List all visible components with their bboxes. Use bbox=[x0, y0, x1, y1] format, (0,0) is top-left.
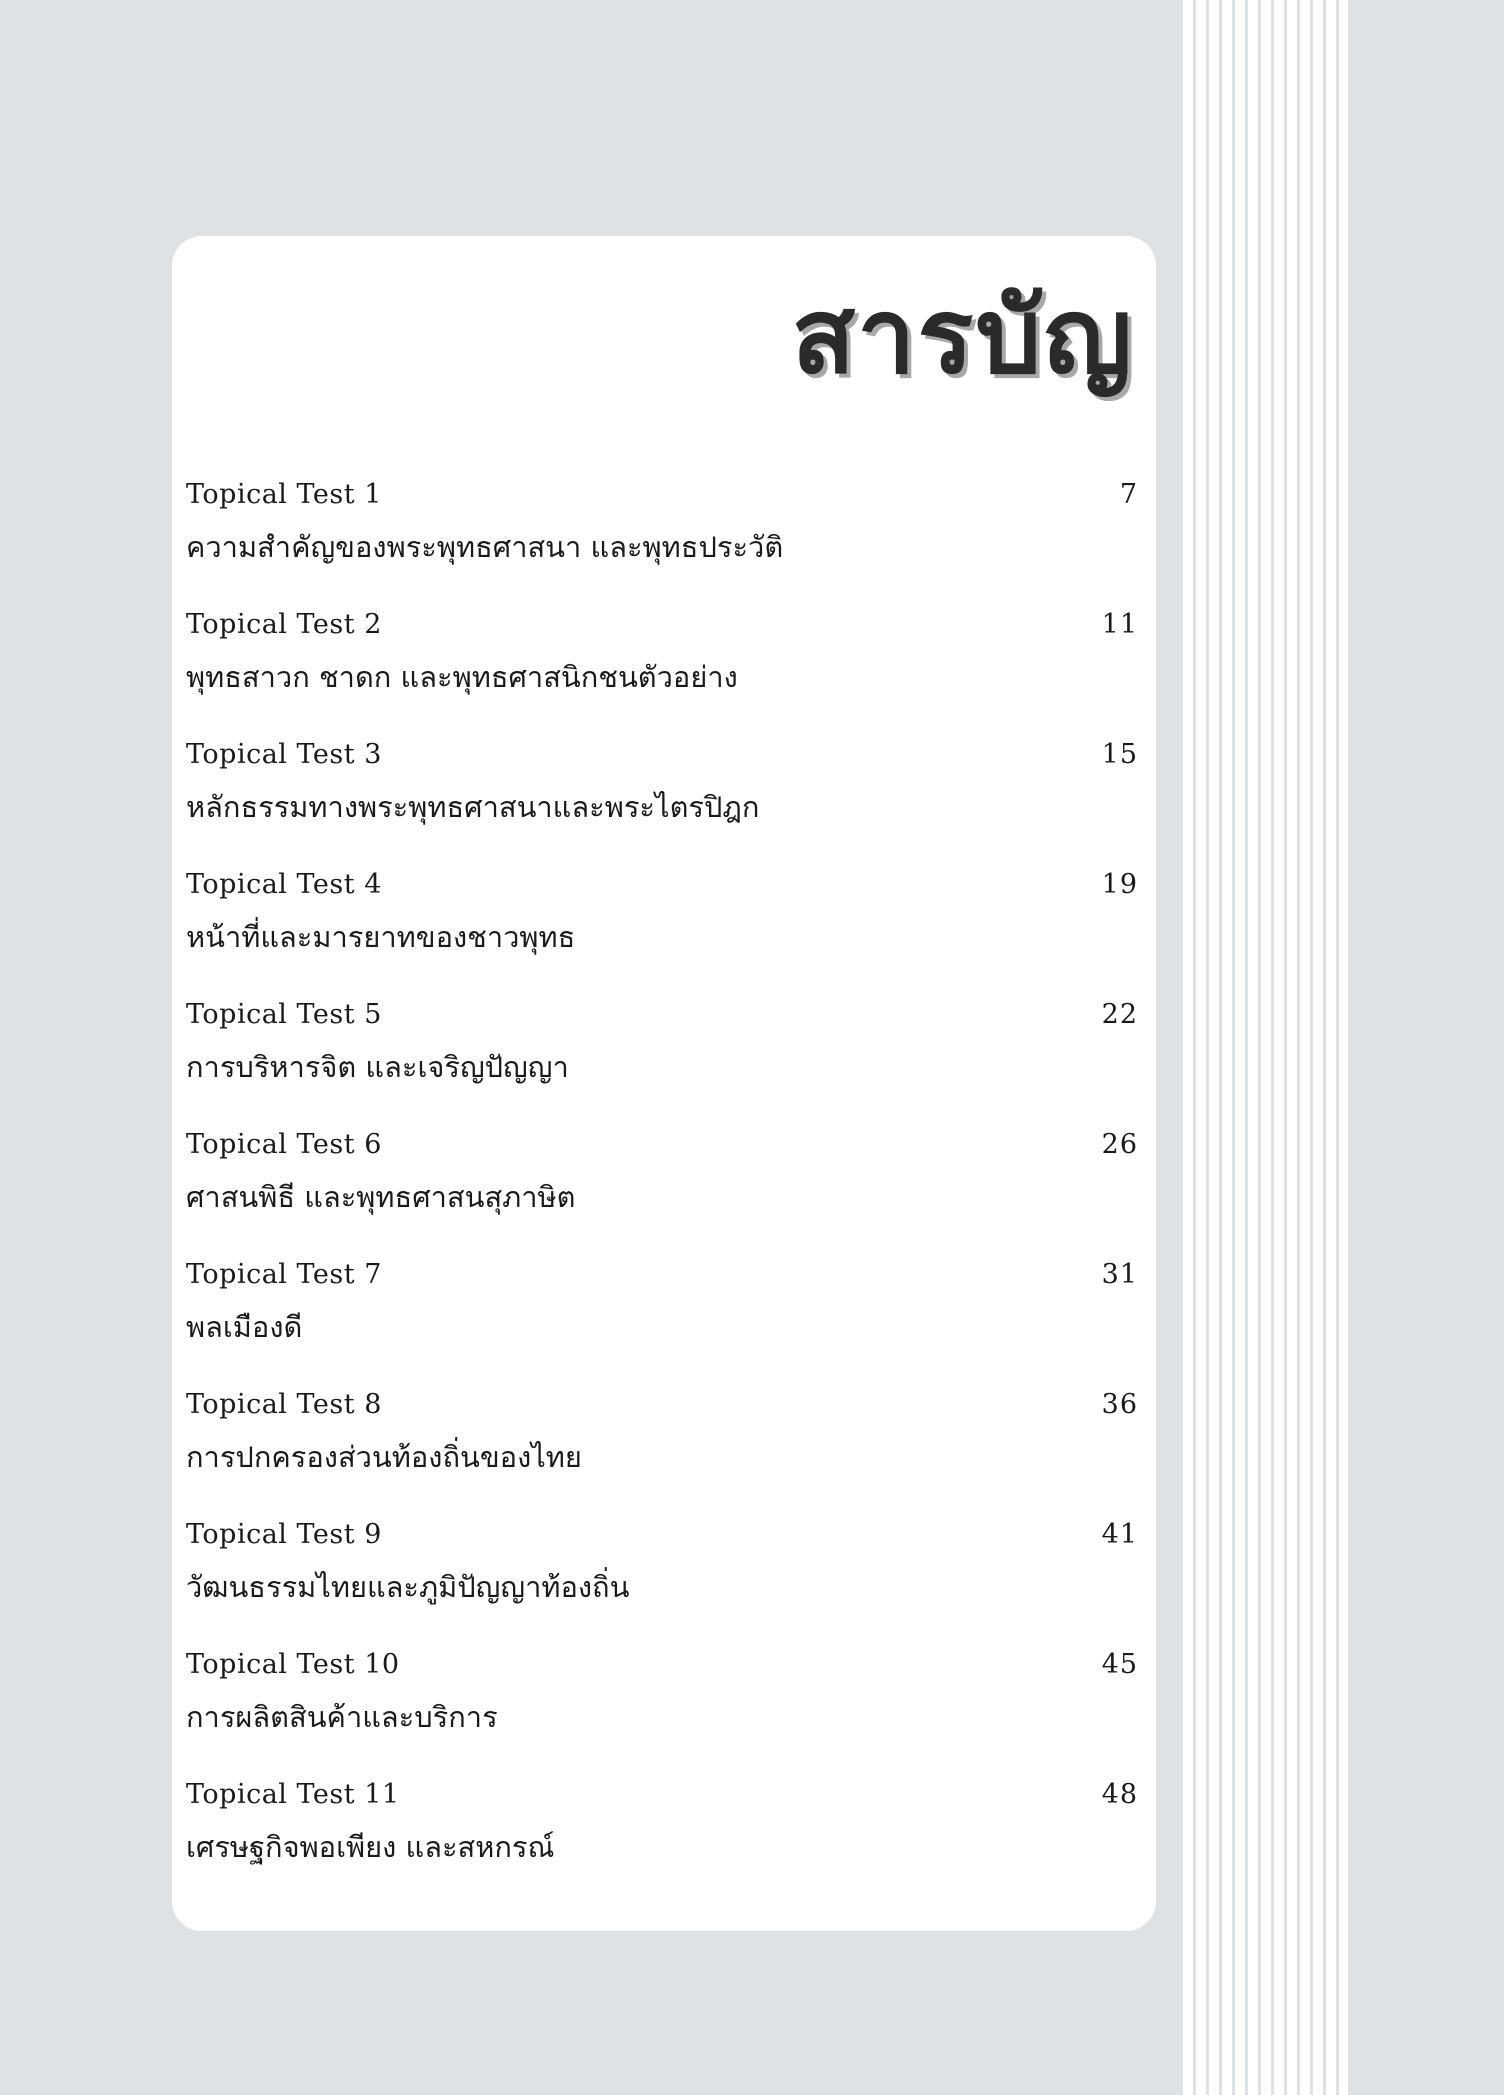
toc-entry-header bbox=[186, 602, 1138, 648]
table-of-contents-card bbox=[172, 236, 1156, 1931]
toc-entry-header bbox=[186, 472, 1138, 518]
toc-entry-page-number: 36 bbox=[1101, 1389, 1138, 1420]
toc-entry-page-number: 7 bbox=[1119, 479, 1138, 510]
toc-entry-label: Topical Test 1 bbox=[186, 479, 382, 510]
toc-entry-label: Topical Test 6 bbox=[186, 1129, 382, 1160]
toc-entry-subtitle: การบริหารจิต และเจริญปัญญา bbox=[186, 1050, 569, 1084]
toc-entry-subtitle: การผลิตสินค้าและบริการ bbox=[186, 1700, 498, 1734]
toc-heading: สารบัญ bbox=[791, 275, 1134, 397]
toc-entry-header bbox=[186, 862, 1138, 908]
toc-entry-header bbox=[186, 1122, 1138, 1168]
toc-entry-header bbox=[186, 1512, 1138, 1558]
toc-entry-header bbox=[186, 1252, 1138, 1298]
toc-entry-page-number: 22 bbox=[1101, 999, 1138, 1030]
toc-entry-label: Topical Test 4 bbox=[186, 869, 382, 900]
toc-entry bbox=[186, 862, 1138, 992]
toc-entry bbox=[186, 472, 1138, 602]
toc-entry bbox=[186, 1382, 1138, 1512]
toc-entry-label: Topical Test 7 bbox=[186, 1259, 382, 1290]
toc-entry-header bbox=[186, 1382, 1138, 1428]
toc-entry-subtitle: พุทธสาวก ชาดก และพุทธศาสนิกชนตัวอย่าง bbox=[186, 660, 738, 694]
toc-entry-page-number: 15 bbox=[1101, 739, 1138, 770]
toc-entry-label: Topical Test 8 bbox=[186, 1389, 382, 1420]
toc-entry bbox=[186, 1122, 1138, 1252]
toc-entry-label: Topical Test 2 bbox=[186, 609, 382, 640]
toc-entry-page-number: 41 bbox=[1101, 1519, 1138, 1550]
toc-entry-page-number: 45 bbox=[1101, 1649, 1138, 1680]
toc-entry bbox=[186, 1252, 1138, 1382]
toc-entry-label: Topical Test 5 bbox=[186, 999, 382, 1030]
toc-entry bbox=[186, 1642, 1138, 1772]
toc-entry-page-number: 19 bbox=[1101, 869, 1138, 900]
toc-entry-page-number: 48 bbox=[1101, 1779, 1138, 1810]
toc-entry-subtitle: วัฒนธรรมไทยและภูมิปัญญาท้องถิ่น bbox=[186, 1570, 630, 1604]
toc-entry-label: Topical Test 9 bbox=[186, 1519, 382, 1550]
toc-entry-page-number: 31 bbox=[1101, 1259, 1138, 1290]
toc-entry-header bbox=[186, 992, 1138, 1038]
toc-entry-page-number: 11 bbox=[1101, 609, 1138, 640]
toc-entry-subtitle: ความสำคัญของพระพุทธศาสนา และพุทธประวัติ bbox=[186, 530, 784, 564]
toc-entry-subtitle: หลักธรรมทางพระพุทธศาสนาและพระไตรปิฎก bbox=[186, 790, 760, 824]
toc-entry-label: Topical Test 3 bbox=[186, 739, 382, 770]
toc-entry-header bbox=[186, 1772, 1138, 1818]
toc-entry bbox=[186, 992, 1138, 1122]
toc-entry bbox=[186, 1512, 1138, 1642]
toc-list bbox=[186, 472, 1138, 1902]
toc-entry-page-number: 26 bbox=[1101, 1129, 1138, 1160]
toc-entry bbox=[186, 1772, 1138, 1902]
toc-entry-subtitle: หน้าที่และมารยาทของชาวพุทธ bbox=[186, 920, 576, 954]
decorative-stripes bbox=[1183, 0, 1348, 2095]
toc-entry-header bbox=[186, 732, 1138, 778]
toc-entry-subtitle: การปกครองส่วนท้องถิ่นของไทย bbox=[186, 1440, 582, 1474]
toc-entry-label: Topical Test 10 bbox=[186, 1649, 400, 1680]
toc-entry-subtitle: พลเมืองดี bbox=[186, 1310, 303, 1344]
toc-entry-subtitle: เศรษฐกิจพอเพียง และสหกรณ์ bbox=[186, 1830, 555, 1864]
toc-entry-subtitle: ศาสนพิธี และพุทธศาสนสุภาษิต bbox=[186, 1180, 576, 1214]
toc-entry-header bbox=[186, 1642, 1138, 1688]
toc-entry-label: Topical Test 11 bbox=[186, 1779, 400, 1810]
toc-entry bbox=[186, 732, 1138, 862]
toc-entry bbox=[186, 602, 1138, 732]
